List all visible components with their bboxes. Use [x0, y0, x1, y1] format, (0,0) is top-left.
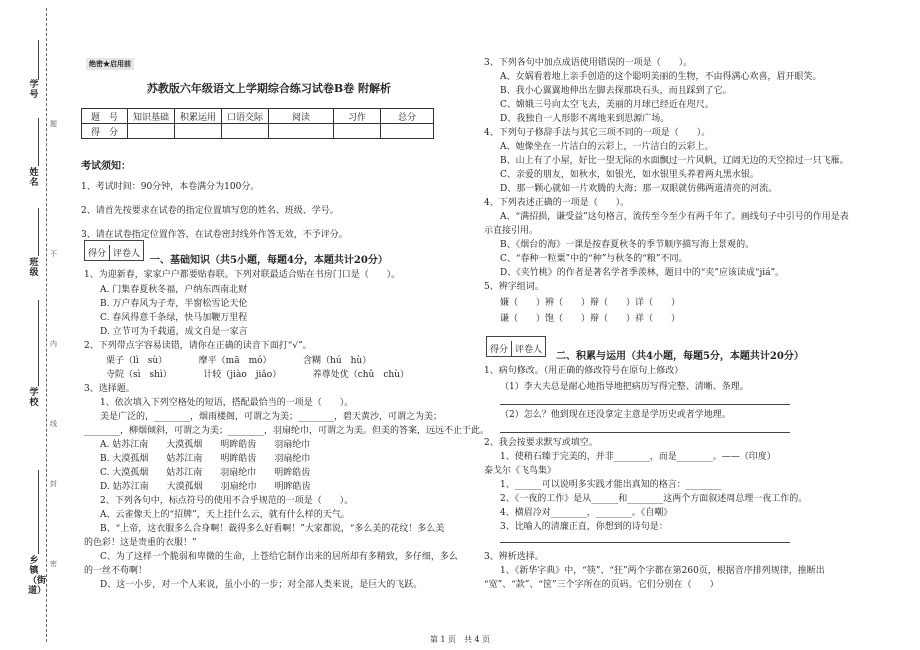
cut-char: 封 [50, 480, 57, 488]
binding-strip [0, 0, 56, 650]
township-label: 乡镇（街道） [28, 556, 47, 596]
grader-score-label: 得分 [487, 341, 512, 356]
section-1-title: 一、基础知识（共5小题，每题4分，本题共计20分） [150, 255, 388, 266]
page-title: 苏教版六年级语文上学期综合练习试卷B卷 附解析 [146, 82, 392, 95]
question-line: （2）怎么？他到现在还没拿定主意是学历史或者学地理。 [500, 410, 731, 420]
option-line[interactable]: B. 大漠孤烟 姑苏江南 明眸皓齿 羽扇纶巾 [100, 454, 311, 464]
score-input-cell[interactable] [222, 124, 269, 139]
score-table [81, 108, 434, 139]
question-line: 1、病句修改。（用正确的修改符号在原句上修改） [484, 366, 684, 376]
table-cell: 知识基础 [128, 109, 175, 124]
option-line[interactable]: D. 姑苏江南 大漠孤烟 羽扇纶巾 明眸皓齿 [100, 482, 311, 492]
grader-name-label: 评卷人 [113, 249, 141, 259]
option-line[interactable]: B. 万户春风为子寿，半窗松雪论天伦 [100, 299, 248, 309]
option-line[interactable]: A、“满招损，谦受益”这句格言，流传至今至少有两千年了。画线句子中引号的作用是表 [500, 212, 849, 222]
option-line[interactable]: D、我独自一人形影不离地来到思源广场。 [500, 114, 670, 124]
score-input-cell[interactable] [175, 124, 222, 139]
word-blank-row[interactable]: 谦（ ）饱（ ）辩（ ）祥（ ） [500, 314, 681, 324]
option-line[interactable]: C、为了这样一个脆弱和卑微的生命，上苍给它制作出来的居所却有多精致，多仔细，多么 [100, 552, 458, 562]
question-line: 3、比喻人的清廉正直，你想到的诗句是： [500, 522, 668, 532]
option-line[interactable]: A、她像坐在一片洁白的云彩上，一片洁白的云彩上。 [500, 142, 714, 152]
table-cell: 题 号 [82, 109, 128, 124]
township-blank[interactable] [38, 470, 39, 554]
option-line[interactable]: C. 大漠孤烟 姑苏江南 羽扇纶巾 明眸皓齿 [100, 468, 311, 478]
question-line: 1、依次填入下列空格处的短语，搭配最恰当的一项是（ ）。 [100, 398, 354, 408]
option-line[interactable]: C. 春风得意千条绿，快马加鞭万里程 [100, 313, 248, 323]
question-line: 栗子（lì sù） 摩平（mā mó） 含糊（hú hù） [106, 356, 372, 366]
question-line: 美是广泛的，________，烟雨楼阁，可谓之为美；________，碧天黄沙，可谓之为美； [100, 412, 443, 422]
option-line[interactable]: C、嫦娥三号向太空飞去，美丽的月球已经近在咫尺。 [500, 100, 714, 110]
option-line[interactable]: C、“春种一粒粟”中的“种”与秋冬的“粮”不同。 [500, 254, 688, 264]
question-line: 3、辨析选择。 [484, 552, 544, 562]
option-line[interactable]: D. 立节可为千载道，成文自是一家言 [100, 327, 248, 337]
cut-char: 题 [50, 120, 57, 128]
grader-box [486, 336, 546, 357]
option-line[interactable]: A. 姑苏江南 大漠孤烟 明眸皓齿 羽扇纶巾 [100, 440, 311, 450]
option-line[interactable]: B、“上帝，这衣服多么合身啊！裁得多么好看啊！”大家都说，“多么美的花纹！多么美 [100, 524, 445, 534]
option-line[interactable]: D、那一颗心就如一片欢腾的大海；那一双眼就仿佛两道清亮的河流。 [500, 184, 778, 194]
name-blank[interactable] [38, 118, 39, 166]
fill-in-line[interactable]: 2、《一夜的工作》是从______和________这两个方面叙述周总理一夜工作的。 [500, 494, 808, 504]
question-line: （1）李大夫总是耐心地指导地把病历写得完整、清晰、条理。 [500, 382, 749, 392]
option-line[interactable]: C、亲爱的朋友，如秋水，如银光，如水银里头养着两丸黑水银。 [500, 170, 759, 180]
option-line[interactable]: 的一丝不苟啊！ [84, 566, 148, 576]
question-line: 1、《新华字典》中，“筷”、“狂”两个字都在第260页，根据音序排列规律，推断出 [500, 566, 825, 576]
question-line: “宽”、“款”、“筐”三个字所在的页码。它们分别在（ ） [484, 580, 719, 590]
option-line[interactable]: D、这一小步，对一个人来说，虽小小的一步；对全部人类来说，是巨大的飞跃。 [100, 580, 423, 590]
school-blank[interactable] [38, 300, 39, 386]
option-line[interactable]: B、山上有了小屋，好比一望无际的水面飘过一片风帆，辽阔无边的天空掠过一只飞雁。 [500, 156, 849, 166]
table-cell: 积累运用 [175, 109, 222, 124]
grader-score-label: 得分 [85, 245, 110, 260]
question-line: 2、下列各句中，标点符号的使用不合乎规范的一项是（ ）。 [100, 496, 354, 506]
grader-box [84, 240, 144, 261]
question-line: 1、为迎新春，家家户户都要贴春联。下列对联最适合贴在书房门口是（ ）。 [84, 270, 401, 280]
table-cell: 阅读 [269, 109, 334, 124]
fill-in-line[interactable]: 4、横眉冷对________，________。《自嘲》 [500, 508, 673, 518]
fill-in-line[interactable]: 1、______可以说明多实践才能出真知的格言：________ [500, 480, 722, 490]
instruction-item: 2、请首先按要求在试卷的指定位置填写您的姓名、班级、学号。 [81, 206, 339, 216]
seal-line [46, 8, 47, 642]
option-line[interactable]: A. 门集春夏秋冬福，户纳东西南北财 [100, 285, 248, 295]
word-blank-row[interactable]: 嫌（ ）辨（ ）辩（ ）详（ ） [500, 298, 681, 308]
score-table-score-row [82, 124, 434, 139]
instruction-item: 1、考试时间：90分钟，本卷满分为100分。 [81, 182, 260, 192]
instructions-title: 考试须知： [81, 161, 131, 172]
table-cell: 得 分 [82, 124, 128, 139]
table-cell: 口语交际 [222, 109, 269, 124]
option-line[interactable]: B、我小心翼翼地伸出左脚去探那块石头，而且踩到了它。 [500, 86, 732, 96]
question-line: 2、下列带点字容易读错，请你在正确的读音下面打“√”。 [84, 341, 312, 351]
score-table-header-row [82, 109, 434, 124]
cut-char: 不 [50, 250, 57, 258]
score-input-cell[interactable] [381, 124, 434, 139]
fill-in-line[interactable]: 1、使稍石臻于完美的，并非________，而是________。——（印度） [500, 452, 776, 462]
name-label: 姓名 [29, 168, 39, 188]
question-line: 3、选择题。 [84, 384, 135, 394]
answer-line[interactable] [500, 432, 790, 433]
option-line[interactable]: A、女娲看着地上亲手创造的这个聪明美丽的生物，不由得满心欢喜，眉开眼笑。 [500, 72, 822, 82]
option-line[interactable]: B、《烟台的海》一课是按春夏秋冬的季节顺序描写海上景观的。 [500, 240, 755, 250]
answer-line[interactable] [500, 542, 790, 543]
answer-line[interactable] [500, 404, 790, 405]
page-footer: 第 1 页 共 4 页 [429, 635, 491, 644]
question-line: 泰戈尔《飞鸟集》 [484, 466, 557, 476]
score-input-cell[interactable] [334, 124, 381, 139]
question-line: 3、下列各句中加点成语使用错误的一项是（ ）。 [484, 58, 693, 68]
section-2-title: 二、积累与运用（共4小题，每题5分，本题共计20分） [556, 351, 804, 362]
class-label: 班级 [29, 258, 39, 278]
score-input-cell[interactable] [269, 124, 334, 139]
option-line[interactable]: 示直接引用。 [484, 226, 539, 236]
cut-char: 密 [50, 560, 57, 568]
school-label: 学校 [29, 388, 39, 408]
question-line: 5、辨字组词。 [484, 282, 544, 292]
secret-label: 绝密★启用前 [86, 58, 134, 70]
option-line[interactable]: 的色彩！这是贵重的衣服！” [84, 538, 197, 548]
question-line: 2、我会按要求默写或填空。 [484, 438, 598, 448]
option-line[interactable]: D、《夹竹桃》的作者是著名学者季羡林，题目中的“夹”应该读成“jiá”。 [500, 268, 785, 278]
instruction-item: 3、请在试卷指定位置作答，在试卷密封线外作答无效，不予评分。 [81, 230, 348, 240]
grader-name-label: 评卷人 [515, 345, 543, 355]
score-input-cell[interactable] [128, 124, 175, 139]
question-line: 寺院（sì shì） 计较（jiào jiǎo） 养尊处优（chǔ chù） [106, 370, 409, 380]
question-line: 4、下列表述正确的一项是（ ）。 [484, 198, 630, 208]
question-line: 4、下列句子修辞手法与其它三项不同的一项是（ ）。 [484, 128, 711, 138]
question-line: ________，柳烟倾斜，可谓之为美；________，羽扇纶巾，可谓之为美。但美的答案，远远不止于此。 [84, 426, 490, 436]
student-id-blank[interactable] [38, 40, 39, 80]
cut-char: 内 [50, 340, 57, 348]
cut-char: 线 [50, 420, 57, 428]
option-line[interactable]: A、云雀像天上的“招牌”，天上挂什么云，就有什么样的天气。 [100, 510, 350, 520]
table-cell: 总分 [381, 109, 434, 124]
class-blank[interactable] [38, 208, 39, 256]
table-cell: 习作 [334, 109, 381, 124]
student-id-label: 学号 [29, 80, 39, 100]
